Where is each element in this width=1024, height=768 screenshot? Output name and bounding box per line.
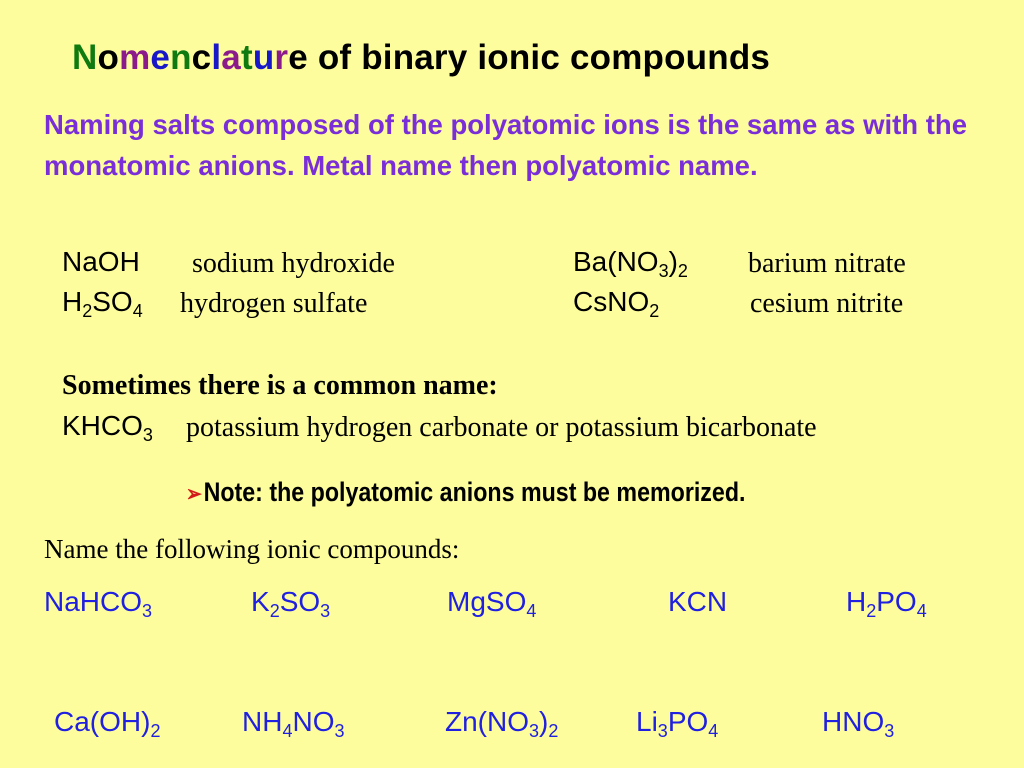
- note-line: [186, 477, 745, 508]
- formula-part: HNO: [822, 706, 885, 737]
- formula-subscript: 2: [269, 601, 280, 621]
- formula-part: CsNO: [573, 286, 650, 317]
- formula-subscript: 2: [649, 301, 660, 321]
- formula-part: ): [539, 706, 549, 737]
- formula-part: H: [846, 586, 867, 617]
- formula-part: NH: [242, 706, 283, 737]
- formula-part: PO: [876, 586, 917, 617]
- formula-subscript: 4: [916, 601, 927, 621]
- title-letter: u: [252, 38, 275, 77]
- formula-subscript: 4: [282, 721, 293, 741]
- formula-subscript: 2: [548, 721, 559, 741]
- exercise-compound: [668, 586, 727, 618]
- title-letter: r: [274, 38, 289, 77]
- title-letter: m: [119, 38, 151, 77]
- formula-part: MgSO: [447, 586, 527, 617]
- formula-subscript: 4: [132, 301, 143, 321]
- formula-part: Zn(NO: [445, 706, 529, 737]
- example-name-bano32: barium nitrate: [748, 248, 906, 279]
- exercise-compound: [846, 586, 927, 621]
- arrow-bullet-icon: ➢: [186, 481, 202, 506]
- intro-paragraph: Naming salts composed of the polyatomic ions is the same as with the monatomic anions. Metal name then polyatomic name.: [44, 109, 967, 181]
- formula-part: KCN: [668, 586, 728, 617]
- formula-part: NaHCO: [44, 586, 143, 617]
- common-name-formula: [62, 410, 153, 445]
- formula-subscript: 3: [658, 261, 669, 281]
- formula-part: SO: [92, 286, 133, 317]
- formula-subscript: 3: [657, 721, 668, 741]
- title-letter: o: [97, 38, 120, 77]
- formula-subscript: 3: [142, 601, 153, 621]
- exercise-compound: [44, 586, 153, 621]
- example-formula-h2so4: [62, 286, 143, 321]
- formula-subscript: 2: [866, 601, 877, 621]
- formula-part: KHCO: [62, 410, 143, 441]
- formula-subscript: 3: [334, 721, 345, 741]
- formula-subscript: 3: [320, 601, 331, 621]
- title-letter: l: [211, 38, 222, 77]
- formula-part: Ca(OH): [54, 706, 151, 737]
- formula-subscript: 2: [677, 261, 688, 281]
- formula-subscript: 4: [708, 721, 719, 741]
- title-letter: e: [150, 38, 171, 77]
- title-letter: a: [221, 38, 241, 77]
- title-letter: t: [240, 38, 253, 77]
- exercise-compound: [242, 706, 345, 741]
- example-formula-csno2: [573, 286, 660, 321]
- exercise-prompt: Name the following ionic compounds:: [44, 534, 460, 564]
- title-letter: e: [288, 38, 308, 77]
- formula-part: Ba(NO: [573, 246, 659, 277]
- formula-subscript: 3: [529, 721, 540, 741]
- exercise-compound: [822, 706, 895, 741]
- example-name-csno2: cesium nitrite: [750, 288, 904, 319]
- common-name-heading: Sometimes there is a common name:: [62, 370, 498, 401]
- formula-subscript: 3: [884, 721, 895, 741]
- title-letter: N: [72, 38, 98, 77]
- title-rest: of binary ionic compounds: [307, 38, 771, 77]
- formula-subscript: 3: [142, 425, 153, 445]
- example-name-h2so4: hydrogen sulfate: [180, 288, 368, 319]
- exercise-compound: [447, 586, 537, 621]
- formula-subscript: 2: [82, 301, 93, 321]
- exercise-compound: [445, 706, 559, 741]
- formula-part: K: [251, 586, 270, 617]
- exercise-compound: [251, 586, 331, 621]
- common-name-text: potassium hydrogen carbonate or potassium bicarbonate: [186, 412, 817, 443]
- formula-part: SO: [279, 586, 321, 617]
- formula-part: Li: [636, 706, 658, 737]
- example-formula-bano32: [573, 246, 688, 281]
- example-name-naoh: sodium hydroxide: [192, 248, 395, 279]
- formula-part: NO: [292, 706, 335, 737]
- formula-part: NaOH: [62, 246, 140, 277]
- formula-part: PO: [667, 706, 709, 737]
- formula-subscript: 4: [526, 601, 537, 621]
- slide-title: [72, 38, 770, 78]
- title-letter: c: [191, 38, 212, 77]
- formula-part: H: [62, 286, 83, 317]
- title-colored-word: [72, 38, 308, 77]
- exercise-compound: [54, 706, 161, 741]
- note-text: Note: the polyatomic anions must be memorized.: [203, 477, 746, 507]
- title-letter: n: [170, 38, 192, 77]
- formula-subscript: 2: [150, 721, 161, 741]
- formula-part: ): [668, 246, 678, 277]
- exercise-compound: [636, 706, 719, 741]
- example-formula-naoh: [62, 246, 140, 278]
